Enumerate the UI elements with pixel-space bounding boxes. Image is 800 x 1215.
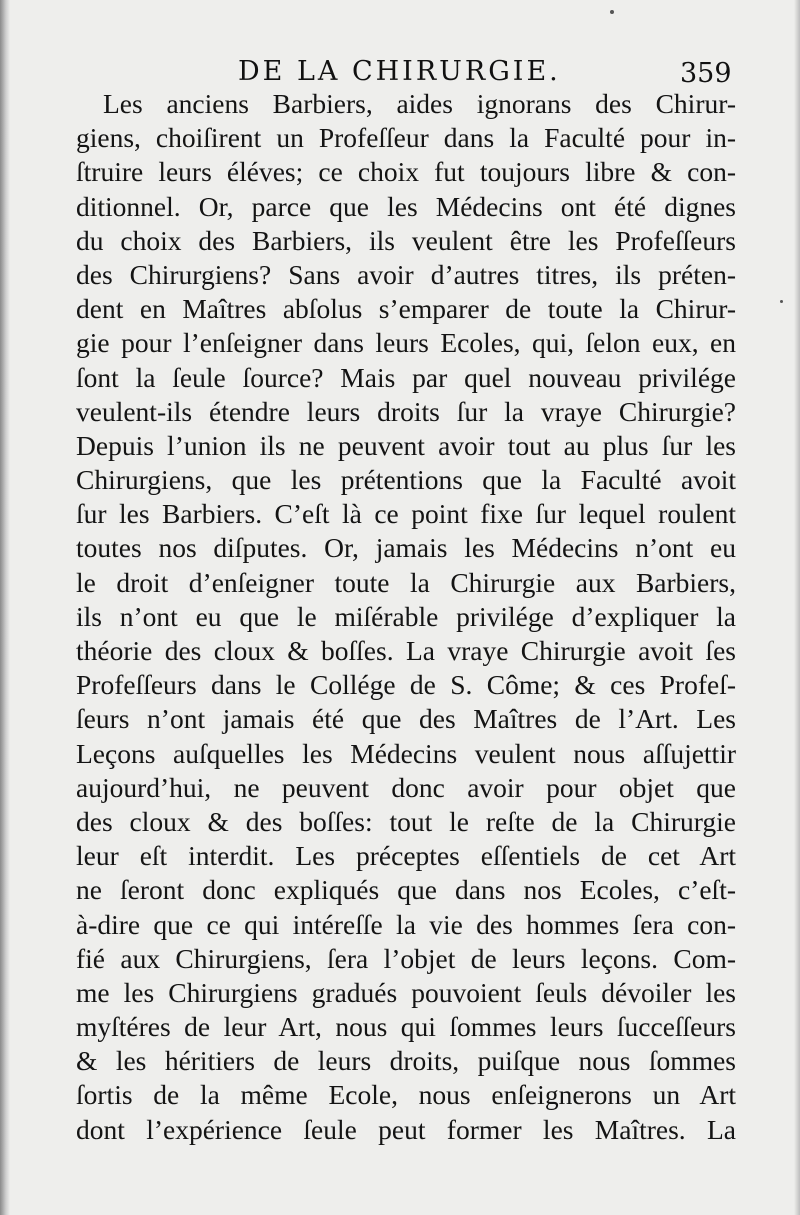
- text-line: Chirurgiens, que les prétentions que la Faculté avoit: [76, 464, 736, 496]
- text-line: Leçons auſquelles les Médecins veulent nous aſſujettir: [76, 737, 736, 769]
- running-head-title: DE LA CHIRURGIE.: [238, 56, 561, 87]
- text-line: ſeurs n’ont jamais été que des Maîtres de l’Art. Les: [76, 703, 736, 735]
- text-line: me les Chirurgiens gradués pouvoient ſeuls dévoiler les: [76, 976, 736, 1008]
- text-line: le droit d’enſeigner toute la Chirurgie aux Barbiers,: [76, 566, 736, 598]
- text-line: gie pour l’enſeigner dans leurs Ecoles, qui, ſelon eux, en: [76, 327, 736, 359]
- page-edge-shadow: [794, 0, 800, 1215]
- text-line: ne ſeront donc expliqués que dans nos Ecoles, c’eſt-: [76, 874, 736, 906]
- text-line: leur eſt interdit. Les préceptes eſſentiels de cet Art: [76, 840, 736, 872]
- ink-speck: [610, 10, 614, 14]
- text-line: ils n’ont eu que le miſérable privilége d’expliquer la: [76, 600, 736, 632]
- text-line: des cloux & des boſſes: tout le reſte de la Chirurgie: [76, 805, 736, 837]
- text-line: toutes nos diſputes. Or, jamais les Médecins n’ont eu: [76, 532, 736, 564]
- text-line: des Chirurgiens? Sans avoir d’autres titres, ils préten-: [76, 258, 736, 290]
- text-line: & les héritiers de leurs droits, puiſque nous ſommes: [76, 1045, 736, 1077]
- page-gutter-shadow: [0, 0, 10, 1215]
- text-line: Les anciens Barbiers, aides ignorans des Chirur-: [103, 88, 736, 119]
- text-line: fié aux Chirurgiens, ſera l’objet de leurs leçons. Com-: [76, 942, 736, 974]
- text-line: dont l’expérience ſeule peut former les Maîtres. La: [76, 1113, 736, 1145]
- text-line: dent en Maîtres abſolus s’emparer de toute la Chirur-: [76, 293, 736, 325]
- text-line: théorie des cloux & boſſes. La vraye Chirurgie avoit ſes: [76, 635, 736, 666]
- ink-speck: [780, 300, 783, 303]
- text-line: à-dire que ce qui intéreſſe la vie des hommes ſera con-: [76, 908, 736, 940]
- text-line: aujourd’hui, ne peuvent donc avoir pour objet que: [76, 771, 736, 803]
- text-line: Depuis l’union ils ne peuvent avoir tout au plus ſur les: [76, 429, 736, 461]
- text-line: ſur les Barbiers. C’eſt là ce point fixe ſur lequel roulent: [76, 498, 736, 530]
- text-line: veulent-ils étendre leurs droits ſur la vraye Chirurgie?: [76, 395, 736, 427]
- text-line: ditionnel. Or, parce que les Médecins ont été dignes: [76, 190, 736, 222]
- text-line: myſtéres de leur Art, nous qui ſommes leurs ſucceſſeurs: [76, 1011, 736, 1043]
- text-line: ſortis de la même Ecole, nous enſeignerons un Art: [76, 1079, 736, 1111]
- text-line: ſont la ſeule ſource? Mais par quel nouveau privilége: [76, 361, 736, 393]
- text-line: ſtruire leurs éléves; ce choix fut toujours libre & con-: [76, 156, 736, 188]
- page-number: 359: [680, 58, 732, 89]
- text-line: Profeſſeurs dans le Collége de S. Côme; & ces Profeſ-: [76, 669, 736, 701]
- body-text: [76, 87, 736, 1147]
- text-line: giens, choiſirent un Profeſſeur dans la Faculté pour in-: [76, 122, 736, 154]
- text-line: du choix des Barbiers, ils veulent être les Profeſſeurs: [76, 224, 736, 256]
